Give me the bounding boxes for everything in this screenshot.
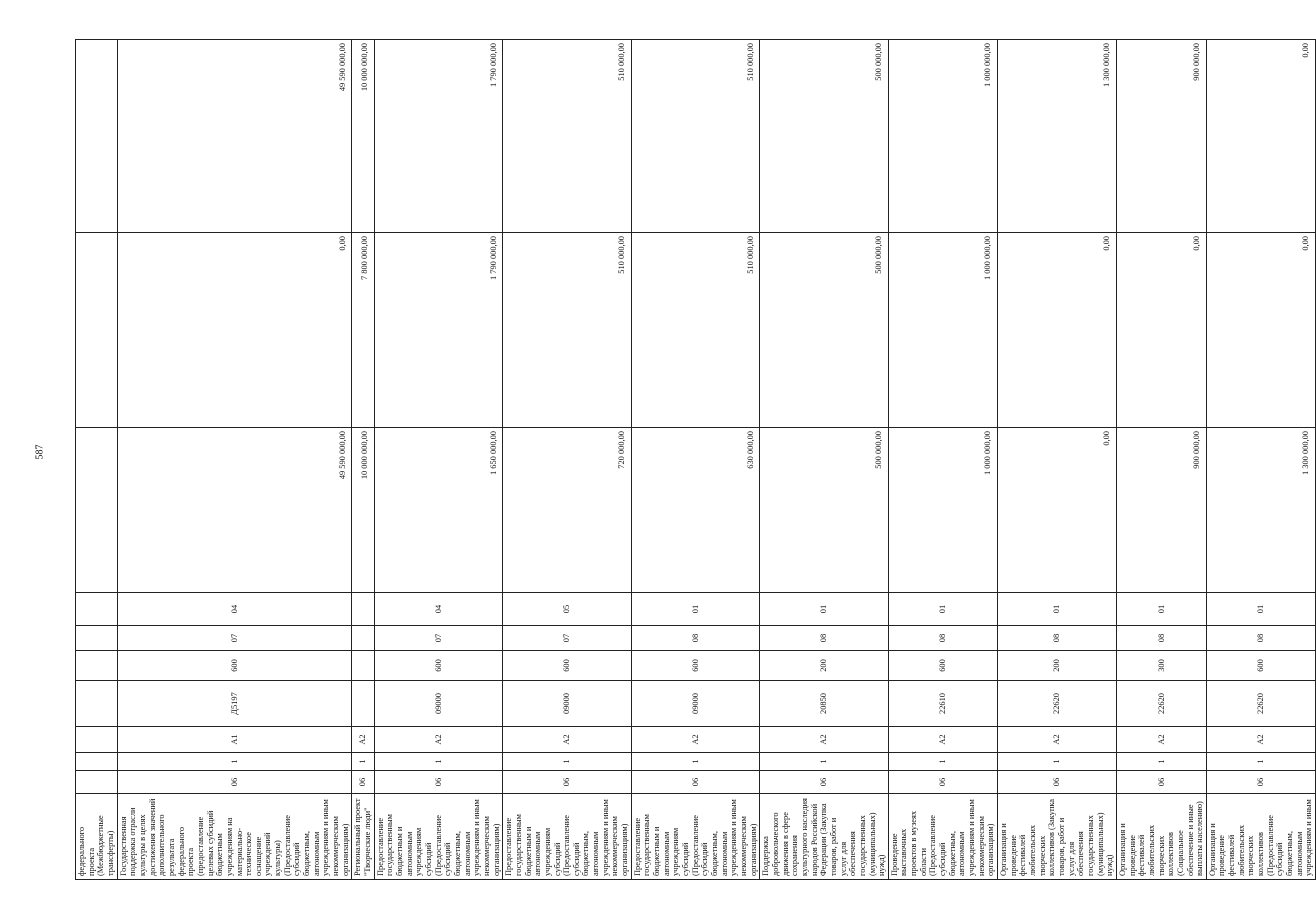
subprogram-code: 1: [503, 753, 632, 771]
section: 07: [117, 626, 352, 651]
subsection: 01: [998, 593, 1117, 626]
amount-2: 500 000,00: [760, 233, 889, 428]
amount-2: 510 000,00: [631, 233, 760, 428]
section: 08: [998, 626, 1117, 651]
section: [76, 626, 118, 651]
direction-code: 09000: [503, 681, 632, 727]
table-row: [352, 40, 374, 880]
row-name: Поддержка добровольческого движения в сфере сохранения культурного наследия народов Российской Федерации (Закупка товаров, работ и услуг для обеспечения государственных (муниципальных) нужд): [760, 794, 889, 880]
amount-2: 0,00: [117, 233, 352, 428]
direction-code: 22620: [1206, 681, 1315, 727]
program-code: 06: [374, 771, 503, 794]
amount-1: 1 000 000,00: [888, 428, 997, 593]
subprogram-code: 1: [1206, 753, 1315, 771]
subprogram-code: 1: [631, 753, 760, 771]
row-name: Организация и проведение фестивалей любительских творческих коллективов (Закупка товаров, работ и услуг для обеспечения государственных (муниципальных) нужд): [998, 794, 1117, 880]
amount-2: [76, 233, 118, 428]
project-code: A2: [374, 727, 503, 753]
project-code: A2: [503, 727, 632, 753]
program-code: 06: [503, 771, 632, 794]
subsection: [352, 593, 374, 626]
expense-type: 600: [374, 651, 503, 681]
expense-type: 600: [503, 651, 632, 681]
amount-1: 500 000,00: [760, 428, 889, 593]
subprogram-code: 1: [352, 753, 374, 771]
section: 08: [1116, 626, 1206, 651]
amount-2: 510 000,00: [503, 233, 632, 428]
amount-3: 1 300 000,00: [998, 40, 1117, 233]
table-row: [760, 40, 889, 880]
subprogram-code: 1: [117, 753, 352, 771]
direction-code: 22620: [998, 681, 1117, 727]
subprogram-code: 1: [374, 753, 503, 771]
amount-1: 1 300 000,00: [1206, 428, 1315, 593]
amount-3: 510 000,00: [503, 40, 632, 233]
program-code: 06: [1206, 771, 1315, 794]
program-code: 06: [998, 771, 1117, 794]
subprogram-code: [76, 753, 118, 771]
table-row: [998, 40, 1117, 880]
project-code: A2: [888, 727, 997, 753]
amount-1: 0,00: [998, 428, 1117, 593]
direction-code: Д5197: [117, 681, 352, 727]
row-name: Организация и проведение фестивалей любительских творческих коллективов (Социальное обеспечение и иные выплаты населению): [1116, 794, 1206, 880]
row-name: Организация и проведение фестивалей любительских творческих коллективов (Предоставление субсидий бюджетным, автономным учреждениям и иным: [1206, 794, 1315, 880]
amount-3: 510 000,00: [631, 40, 760, 233]
section: 08: [760, 626, 889, 651]
project-code: A2: [760, 727, 889, 753]
amount-3: [76, 40, 118, 233]
subprogram-code: 1: [998, 753, 1117, 771]
project-code: A2: [631, 727, 760, 753]
direction-code: 22610: [888, 681, 997, 727]
row-name: Предоставление государственным бюджетным и автономным учреждениям субсидий (Предоставление субсидий бюджетным, автономным учреждениям и иным некоммерческим организациям): [503, 794, 632, 880]
direction-code: [76, 681, 118, 727]
subsection: 01: [1206, 593, 1315, 626]
section: 07: [503, 626, 632, 651]
project-code: A1: [117, 727, 352, 753]
amount-2: 1 790 000,00: [374, 233, 503, 428]
row-name: Предоставление государственным бюджетным и автономным учреждениям субсидий (Предоставление субсидий бюджетным, автономным учреждениям и иным некоммерческим организациям): [631, 794, 760, 880]
amount-2: 0,00: [1206, 233, 1315, 428]
amount-2: 0,00: [1116, 233, 1206, 428]
program-code: 06: [760, 771, 889, 794]
expense-type: [352, 651, 374, 681]
amount-3: 0,00: [1206, 40, 1315, 233]
amount-1: 49 590 000,00: [117, 428, 352, 593]
amount-1: 630 000,00: [631, 428, 760, 593]
row-name: Региональный проект "Творческие люди": [352, 794, 374, 880]
subsection: [76, 593, 118, 626]
budget-table: [75, 39, 1316, 880]
rotated-page-content: [75, 40, 1314, 880]
table-row: [374, 40, 503, 880]
project-code: A2: [1206, 727, 1315, 753]
amount-3: 900 000,00: [1116, 40, 1206, 233]
row-name: Государственная поддержка отрасли культуры в целях достижения значений дополнительного результата федерального проекта (предоставление целевых субсидий бюджетным учреждениям на материально-техническое оснащение учреждений культуры) (Предоставление субсидий бюджетным, автономным учреждениям и иным некоммерческим организациям): [117, 794, 352, 880]
subprogram-code: 1: [888, 753, 997, 771]
row-name: федерального проекта (Межбюджетные трансферты): [76, 794, 118, 880]
subsection: 01: [888, 593, 997, 626]
amount-3: 49 590 000,00: [117, 40, 352, 233]
section: 08: [888, 626, 997, 651]
expense-type: 600: [1206, 651, 1315, 681]
direction-code: 09000: [374, 681, 503, 727]
direction-code: 20850: [760, 681, 889, 727]
expense-type: 600: [631, 651, 760, 681]
table-row: [1116, 40, 1206, 880]
subprogram-code: 1: [1116, 753, 1206, 771]
row-name: Предоставление государственным бюджетным и автономным учреждениям субсидий (Предоставление субсидий бюджетным, автономным учреждениям и иным некоммерческим организациям): [374, 794, 503, 880]
amount-1: [76, 428, 118, 593]
amount-3: 10 000 000,00: [352, 40, 374, 233]
project-code: A2: [1116, 727, 1206, 753]
program-code: 06: [117, 771, 352, 794]
program-code: [76, 771, 118, 794]
page-number: 587: [34, 444, 46, 460]
project-code: A2: [998, 727, 1117, 753]
amount-1: 10 000 000,00: [352, 428, 374, 593]
table-row: [76, 40, 118, 880]
expense-type: 300: [1116, 651, 1206, 681]
project-code: A2: [352, 727, 374, 753]
amount-2: 1 000 000,00: [888, 233, 997, 428]
amount-1: 900 000,00: [1116, 428, 1206, 593]
table-row: [888, 40, 997, 880]
program-code: 06: [631, 771, 760, 794]
program-code: 06: [352, 771, 374, 794]
amount-1: 1 650 000,00: [374, 428, 503, 593]
table-row: [631, 40, 760, 880]
direction-code: [352, 681, 374, 727]
subsection: 04: [374, 593, 503, 626]
expense-type: 600: [117, 651, 352, 681]
table-row: [503, 40, 632, 880]
direction-code: 22620: [1116, 681, 1206, 727]
direction-code: 09000: [631, 681, 760, 727]
budget-table-body: [76, 40, 1316, 880]
subsection: 01: [1116, 593, 1206, 626]
subsection: 01: [760, 593, 889, 626]
program-code: 06: [1116, 771, 1206, 794]
amount-3: 1 000 000,00: [888, 40, 997, 233]
section: 07: [374, 626, 503, 651]
project-code: [76, 727, 118, 753]
subprogram-code: 1: [760, 753, 889, 771]
section: 08: [631, 626, 760, 651]
amount-1: 720 000,00: [503, 428, 632, 593]
amount-3: 500 000,00: [760, 40, 889, 233]
amount-3: 1 790 000,00: [374, 40, 503, 233]
expense-type: 600: [888, 651, 997, 681]
expense-type: [76, 651, 118, 681]
section: [352, 626, 374, 651]
program-code: 06: [888, 771, 997, 794]
amount-2: 0,00: [998, 233, 1117, 428]
row-name: Проведение выставочных проектов в музеях области (Предоставление субсидий бюджетным, автономным учреждениям и иным некоммерческим организациям): [888, 794, 997, 880]
table-row: [117, 40, 352, 880]
amount-2: 7 800 000,00: [352, 233, 374, 428]
expense-type: 200: [760, 651, 889, 681]
section: 08: [1206, 626, 1315, 651]
expense-type: 200: [998, 651, 1117, 681]
subsection: 01: [631, 593, 760, 626]
table-row: [1206, 40, 1315, 880]
subsection: 04: [117, 593, 352, 626]
subsection: 05: [503, 593, 632, 626]
